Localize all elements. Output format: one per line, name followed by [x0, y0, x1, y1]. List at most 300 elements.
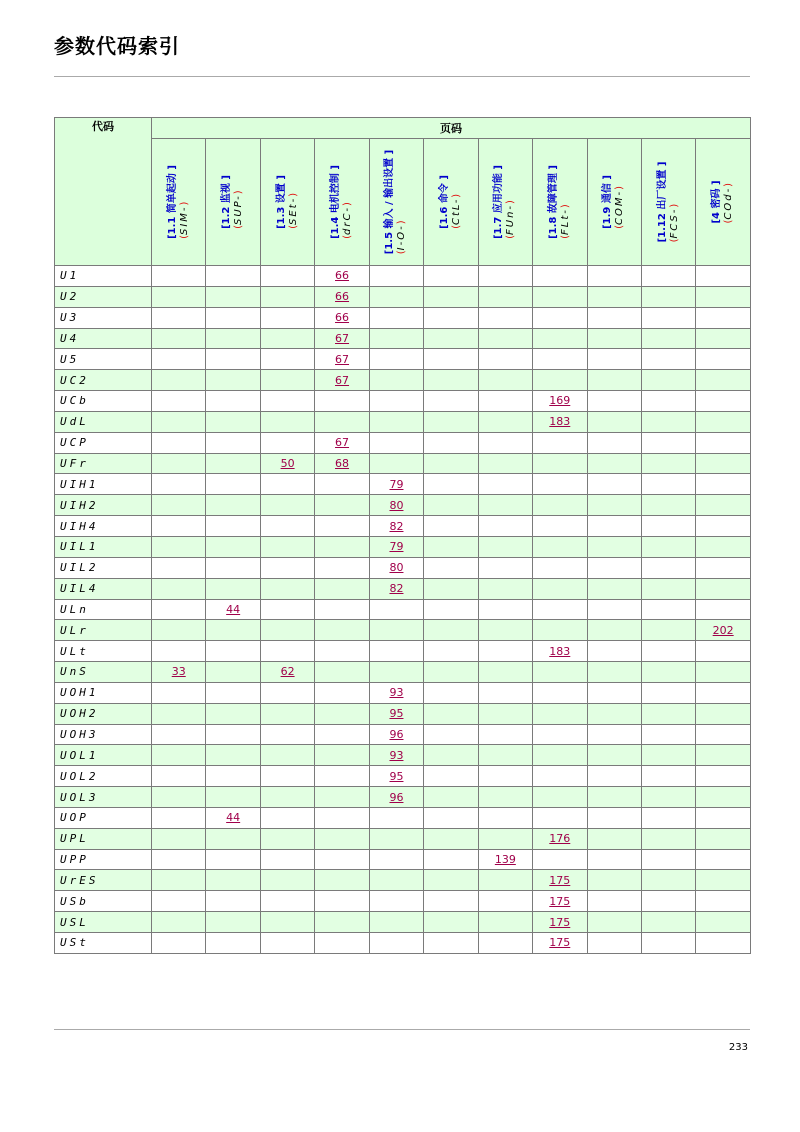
page-link[interactable]: 175 [549, 894, 571, 908]
page-cell [152, 411, 206, 432]
page-cell [587, 307, 641, 328]
page-link[interactable]: 68 [335, 457, 350, 471]
index-table-body [55, 266, 751, 954]
parameter-code: USt [55, 933, 152, 954]
table-row [55, 411, 751, 432]
menu-code: (SUP-) [233, 190, 245, 229]
parameter-code: ULn [55, 599, 152, 620]
page-cell [260, 787, 314, 808]
page-cell [369, 516, 423, 537]
page-cell [696, 557, 751, 578]
page-cell [369, 328, 423, 349]
page-cell [315, 870, 369, 891]
page-cell [152, 682, 206, 703]
page-title: 参数代码索引 [54, 34, 180, 58]
page-cell [369, 495, 423, 516]
parameter-code: UrES [55, 870, 152, 891]
page-cell [152, 724, 206, 745]
page-cell [152, 557, 206, 578]
page-cell [206, 328, 260, 349]
page-cell [260, 599, 314, 620]
page-link[interactable]: 79 [389, 477, 404, 491]
page-cell [152, 432, 206, 453]
page-cell [696, 578, 751, 599]
page-cell [478, 349, 532, 370]
page-cell [696, 328, 751, 349]
menu-code-text: FCS- [668, 207, 680, 239]
page-cell [315, 432, 369, 453]
page-link[interactable]: 93 [389, 748, 404, 762]
page-cell [533, 766, 587, 787]
page-cell [260, 620, 314, 641]
page-cell [478, 662, 532, 683]
page-link[interactable]: 50 [280, 457, 295, 471]
page-link[interactable]: 67 [335, 436, 350, 450]
page-cell [152, 391, 206, 412]
page-link[interactable]: 175 [549, 873, 571, 887]
table-row [55, 745, 751, 766]
page-cell [424, 891, 478, 912]
page-cell [424, 516, 478, 537]
page-link[interactable]: 93 [389, 686, 404, 700]
page-cell [260, 266, 314, 287]
page-cell [369, 391, 423, 412]
page-cell [533, 787, 587, 808]
menu-title: [1.8 故障管理 ] [547, 165, 559, 239]
page-cell [696, 682, 751, 703]
page-cell [206, 266, 260, 287]
page-cell [315, 641, 369, 662]
page-cell [152, 828, 206, 849]
page-cell [478, 495, 532, 516]
page-link[interactable]: 96 [389, 727, 404, 741]
page-cell [260, 933, 314, 954]
page-cell [424, 828, 478, 849]
page-cell [587, 453, 641, 474]
page-cell [260, 328, 314, 349]
page-cell [260, 912, 314, 933]
page-cell [424, 307, 478, 328]
page-cell [152, 766, 206, 787]
page-link[interactable]: 67 [335, 352, 350, 366]
table-row [55, 453, 751, 474]
page-cell [533, 641, 587, 662]
page-cell [533, 286, 587, 307]
page-cell [641, 474, 695, 495]
page-cell [206, 662, 260, 683]
menu-code-text: COM- [614, 189, 626, 226]
page-link[interactable]: 82 [389, 519, 404, 533]
page-cell [424, 495, 478, 516]
page-link[interactable]: 176 [549, 832, 571, 846]
page-cell [260, 557, 314, 578]
page-cell [369, 599, 423, 620]
page-link[interactable]: 67 [335, 331, 350, 345]
table-row [55, 349, 751, 370]
page-cell [641, 787, 695, 808]
page-cell [478, 787, 532, 808]
page-cell [587, 349, 641, 370]
page-cell [424, 641, 478, 662]
pages-column-header: 页码 [152, 118, 751, 139]
page-cell [260, 411, 314, 432]
page-cell [533, 495, 587, 516]
page-cell [206, 516, 260, 537]
page-cell [424, 933, 478, 954]
page-cell [696, 432, 751, 453]
page-cell [533, 432, 587, 453]
page-cell [206, 703, 260, 724]
parameter-code: UCP [55, 432, 152, 453]
page-cell [533, 578, 587, 599]
page-cell [696, 703, 751, 724]
parameter-code: ULr [55, 620, 152, 641]
page-cell [315, 703, 369, 724]
table-row [55, 286, 751, 307]
page-cell [478, 286, 532, 307]
page-cell [641, 912, 695, 933]
page-cell [152, 328, 206, 349]
page-cell [315, 807, 369, 828]
table-row [55, 912, 751, 933]
page-cell [315, 391, 369, 412]
parameter-code: UCb [55, 391, 152, 412]
table-row [55, 849, 751, 870]
table-row [55, 328, 751, 349]
page-cell [315, 286, 369, 307]
parameter-code: UOL1 [55, 745, 152, 766]
page-cell [260, 745, 314, 766]
page-cell [641, 370, 695, 391]
page-cell [641, 411, 695, 432]
menu-title: [1.2 监视 ] [221, 175, 233, 229]
page-cell [696, 641, 751, 662]
page-cell [641, 307, 695, 328]
page-cell [478, 849, 532, 870]
menu-title: [4 密码 ] [711, 180, 723, 224]
page-link[interactable]: 44 [226, 811, 241, 825]
page-cell [260, 578, 314, 599]
page-cell [533, 662, 587, 683]
page-link[interactable]: 79 [389, 540, 404, 554]
page-cell [587, 599, 641, 620]
page-cell [533, 933, 587, 954]
page-cell [696, 933, 751, 954]
page-cell [315, 557, 369, 578]
page-cell [696, 411, 751, 432]
menu-title: [1.1 简单起动 ] [166, 165, 178, 239]
page-link[interactable]: 80 [389, 498, 404, 512]
page-cell [424, 266, 478, 287]
table-row [55, 516, 751, 537]
page-cell [696, 453, 751, 474]
page-cell [315, 933, 369, 954]
page-cell [533, 807, 587, 828]
page-cell [424, 432, 478, 453]
page-cell [478, 745, 532, 766]
page-cell [315, 620, 369, 641]
page-cell [206, 370, 260, 391]
page-cell [369, 724, 423, 745]
page-cell [478, 766, 532, 787]
menu-title: [1.3 设置 ] [275, 175, 287, 229]
page-cell [696, 891, 751, 912]
page-cell [696, 724, 751, 745]
table-row [55, 724, 751, 745]
menu-code-text: COd- [723, 186, 735, 220]
page-link[interactable]: 175 [549, 936, 571, 950]
parameter-code-index-table [54, 117, 751, 954]
menu-code-text: SEt- [287, 196, 299, 226]
page-link[interactable]: 202 [712, 623, 734, 637]
page-cell [696, 745, 751, 766]
page-cell [260, 828, 314, 849]
page-cell [696, 599, 751, 620]
menu-column-header [424, 139, 478, 266]
page-cell [424, 807, 478, 828]
page-cell [260, 286, 314, 307]
page-cell [587, 516, 641, 537]
page-cell [641, 870, 695, 891]
parameter-code: UIH4 [55, 516, 152, 537]
page-cell [369, 891, 423, 912]
menu-code-text: drC- [342, 205, 354, 236]
page-cell [206, 620, 260, 641]
page-cell [152, 307, 206, 328]
table-row [55, 891, 751, 912]
page-cell [587, 370, 641, 391]
page-cell [478, 641, 532, 662]
page-cell [641, 662, 695, 683]
page-cell [152, 807, 206, 828]
page-cell [478, 432, 532, 453]
page-cell [424, 349, 478, 370]
page-cell [533, 724, 587, 745]
page-cell [315, 682, 369, 703]
page-cell [369, 766, 423, 787]
page-link[interactable]: 66 [335, 269, 350, 283]
page-cell [696, 286, 751, 307]
page-link[interactable]: 175 [549, 915, 571, 929]
page-cell [696, 662, 751, 683]
page-cell [315, 516, 369, 537]
page-link[interactable]: 66 [335, 311, 350, 325]
page-cell [641, 828, 695, 849]
menu-column-header [260, 139, 314, 266]
page-cell [587, 391, 641, 412]
menu-code: (FLt-) [559, 204, 571, 239]
page-cell [533, 891, 587, 912]
parameter-code: U5 [55, 349, 152, 370]
page-cell [152, 453, 206, 474]
parameter-code: UIL2 [55, 557, 152, 578]
page-link[interactable]: 62 [280, 665, 295, 679]
page-cell [424, 620, 478, 641]
page-cell [206, 495, 260, 516]
page-cell [587, 787, 641, 808]
page-cell [369, 703, 423, 724]
menu-code: (SEt-) [287, 192, 299, 229]
menu-code: (FUn-) [505, 200, 517, 239]
page-cell [315, 766, 369, 787]
page-cell [641, 724, 695, 745]
page-cell [533, 849, 587, 870]
page-cell [424, 724, 478, 745]
page-cell [369, 933, 423, 954]
page-cell [696, 370, 751, 391]
page-cell [478, 266, 532, 287]
page-cell [206, 411, 260, 432]
page-cell [478, 933, 532, 954]
page-cell [369, 536, 423, 557]
parameter-code: UOH2 [55, 703, 152, 724]
page-link[interactable]: 95 [389, 707, 404, 721]
page-cell [641, 703, 695, 724]
page-cell [641, 432, 695, 453]
page-cell [206, 933, 260, 954]
parameter-code: UPP [55, 849, 152, 870]
page-link[interactable]: 82 [389, 582, 404, 596]
page-cell [369, 266, 423, 287]
page-cell [206, 453, 260, 474]
page-cell [424, 745, 478, 766]
page-cell [641, 349, 695, 370]
page-cell [587, 620, 641, 641]
page-cell [696, 536, 751, 557]
page-cell [424, 370, 478, 391]
page-cell [533, 745, 587, 766]
page-cell [533, 349, 587, 370]
menu-code-text: I-O- [396, 224, 408, 251]
page-cell [152, 870, 206, 891]
page-cell [424, 474, 478, 495]
page-cell [369, 787, 423, 808]
page-link[interactable]: 66 [335, 290, 350, 304]
page-cell [369, 578, 423, 599]
table-row [55, 828, 751, 849]
page-cell [206, 641, 260, 662]
page-cell [587, 807, 641, 828]
page-cell [478, 828, 532, 849]
menu-title: [1.6 命令 ] [438, 175, 450, 229]
page-cell [696, 495, 751, 516]
table-row [55, 870, 751, 891]
parameter-code: U1 [55, 266, 152, 287]
page-cell [696, 349, 751, 370]
page-cell [478, 411, 532, 432]
menu-column-header [369, 139, 423, 266]
page-cell [478, 453, 532, 474]
page-cell [315, 662, 369, 683]
page-cell [478, 516, 532, 537]
page-link[interactable]: 33 [171, 665, 186, 679]
page-cell [587, 411, 641, 432]
page-link[interactable]: 183 [549, 415, 571, 429]
parameter-code: U3 [55, 307, 152, 328]
page-cell [478, 578, 532, 599]
page-cell [478, 307, 532, 328]
page-link[interactable]: 183 [549, 644, 571, 658]
page-cell [641, 641, 695, 662]
page-cell [696, 516, 751, 537]
page-cell [533, 828, 587, 849]
page-cell [369, 828, 423, 849]
page-cell [315, 787, 369, 808]
page-cell [206, 849, 260, 870]
page-cell [478, 536, 532, 557]
page-cell [533, 557, 587, 578]
page-link[interactable]: 95 [389, 769, 404, 783]
parameter-code: UIH1 [55, 474, 152, 495]
page-cell [424, 849, 478, 870]
page-cell [533, 516, 587, 537]
page-cell [260, 453, 314, 474]
parameter-code: UOL2 [55, 766, 152, 787]
page-cell [587, 536, 641, 557]
page-link[interactable]: 96 [389, 790, 404, 804]
page-cell [696, 849, 751, 870]
page-cell [641, 682, 695, 703]
page-cell [369, 912, 423, 933]
parameter-code: UPL [55, 828, 152, 849]
page-cell [641, 849, 695, 870]
page-cell [152, 536, 206, 557]
page-cell [533, 307, 587, 328]
page-cell [206, 787, 260, 808]
table-row [55, 391, 751, 412]
page-link[interactable]: 80 [389, 561, 404, 575]
page-cell [152, 849, 206, 870]
page-cell [206, 599, 260, 620]
page-cell [152, 578, 206, 599]
table-row [55, 578, 751, 599]
page-cell [315, 578, 369, 599]
page-cell [315, 474, 369, 495]
page-cell [587, 474, 641, 495]
parameter-code: U4 [55, 328, 152, 349]
menu-code: (FCS-) [668, 203, 680, 243]
page-cell [152, 912, 206, 933]
page-cell [315, 745, 369, 766]
footer-divider [54, 1029, 750, 1030]
page-cell [206, 766, 260, 787]
table-row [55, 620, 751, 641]
page-cell [152, 266, 206, 287]
page-cell [641, 766, 695, 787]
page-cell [696, 307, 751, 328]
page-link[interactable]: 44 [226, 602, 241, 616]
page-cell [641, 891, 695, 912]
page-cell [478, 891, 532, 912]
page-cell [696, 787, 751, 808]
page-cell [260, 516, 314, 537]
page-link[interactable]: 169 [549, 394, 571, 408]
page-cell [641, 599, 695, 620]
page-cell [369, 557, 423, 578]
table-row [55, 641, 751, 662]
page-cell [424, 682, 478, 703]
page-cell [315, 495, 369, 516]
page-cell [478, 703, 532, 724]
page-cell [260, 766, 314, 787]
page-link[interactable]: 67 [335, 373, 350, 387]
parameter-code: UIL4 [55, 578, 152, 599]
page-cell [206, 912, 260, 933]
page-cell [587, 495, 641, 516]
page-cell [587, 828, 641, 849]
page-link[interactable]: 139 [494, 853, 516, 867]
page-cell [424, 453, 478, 474]
